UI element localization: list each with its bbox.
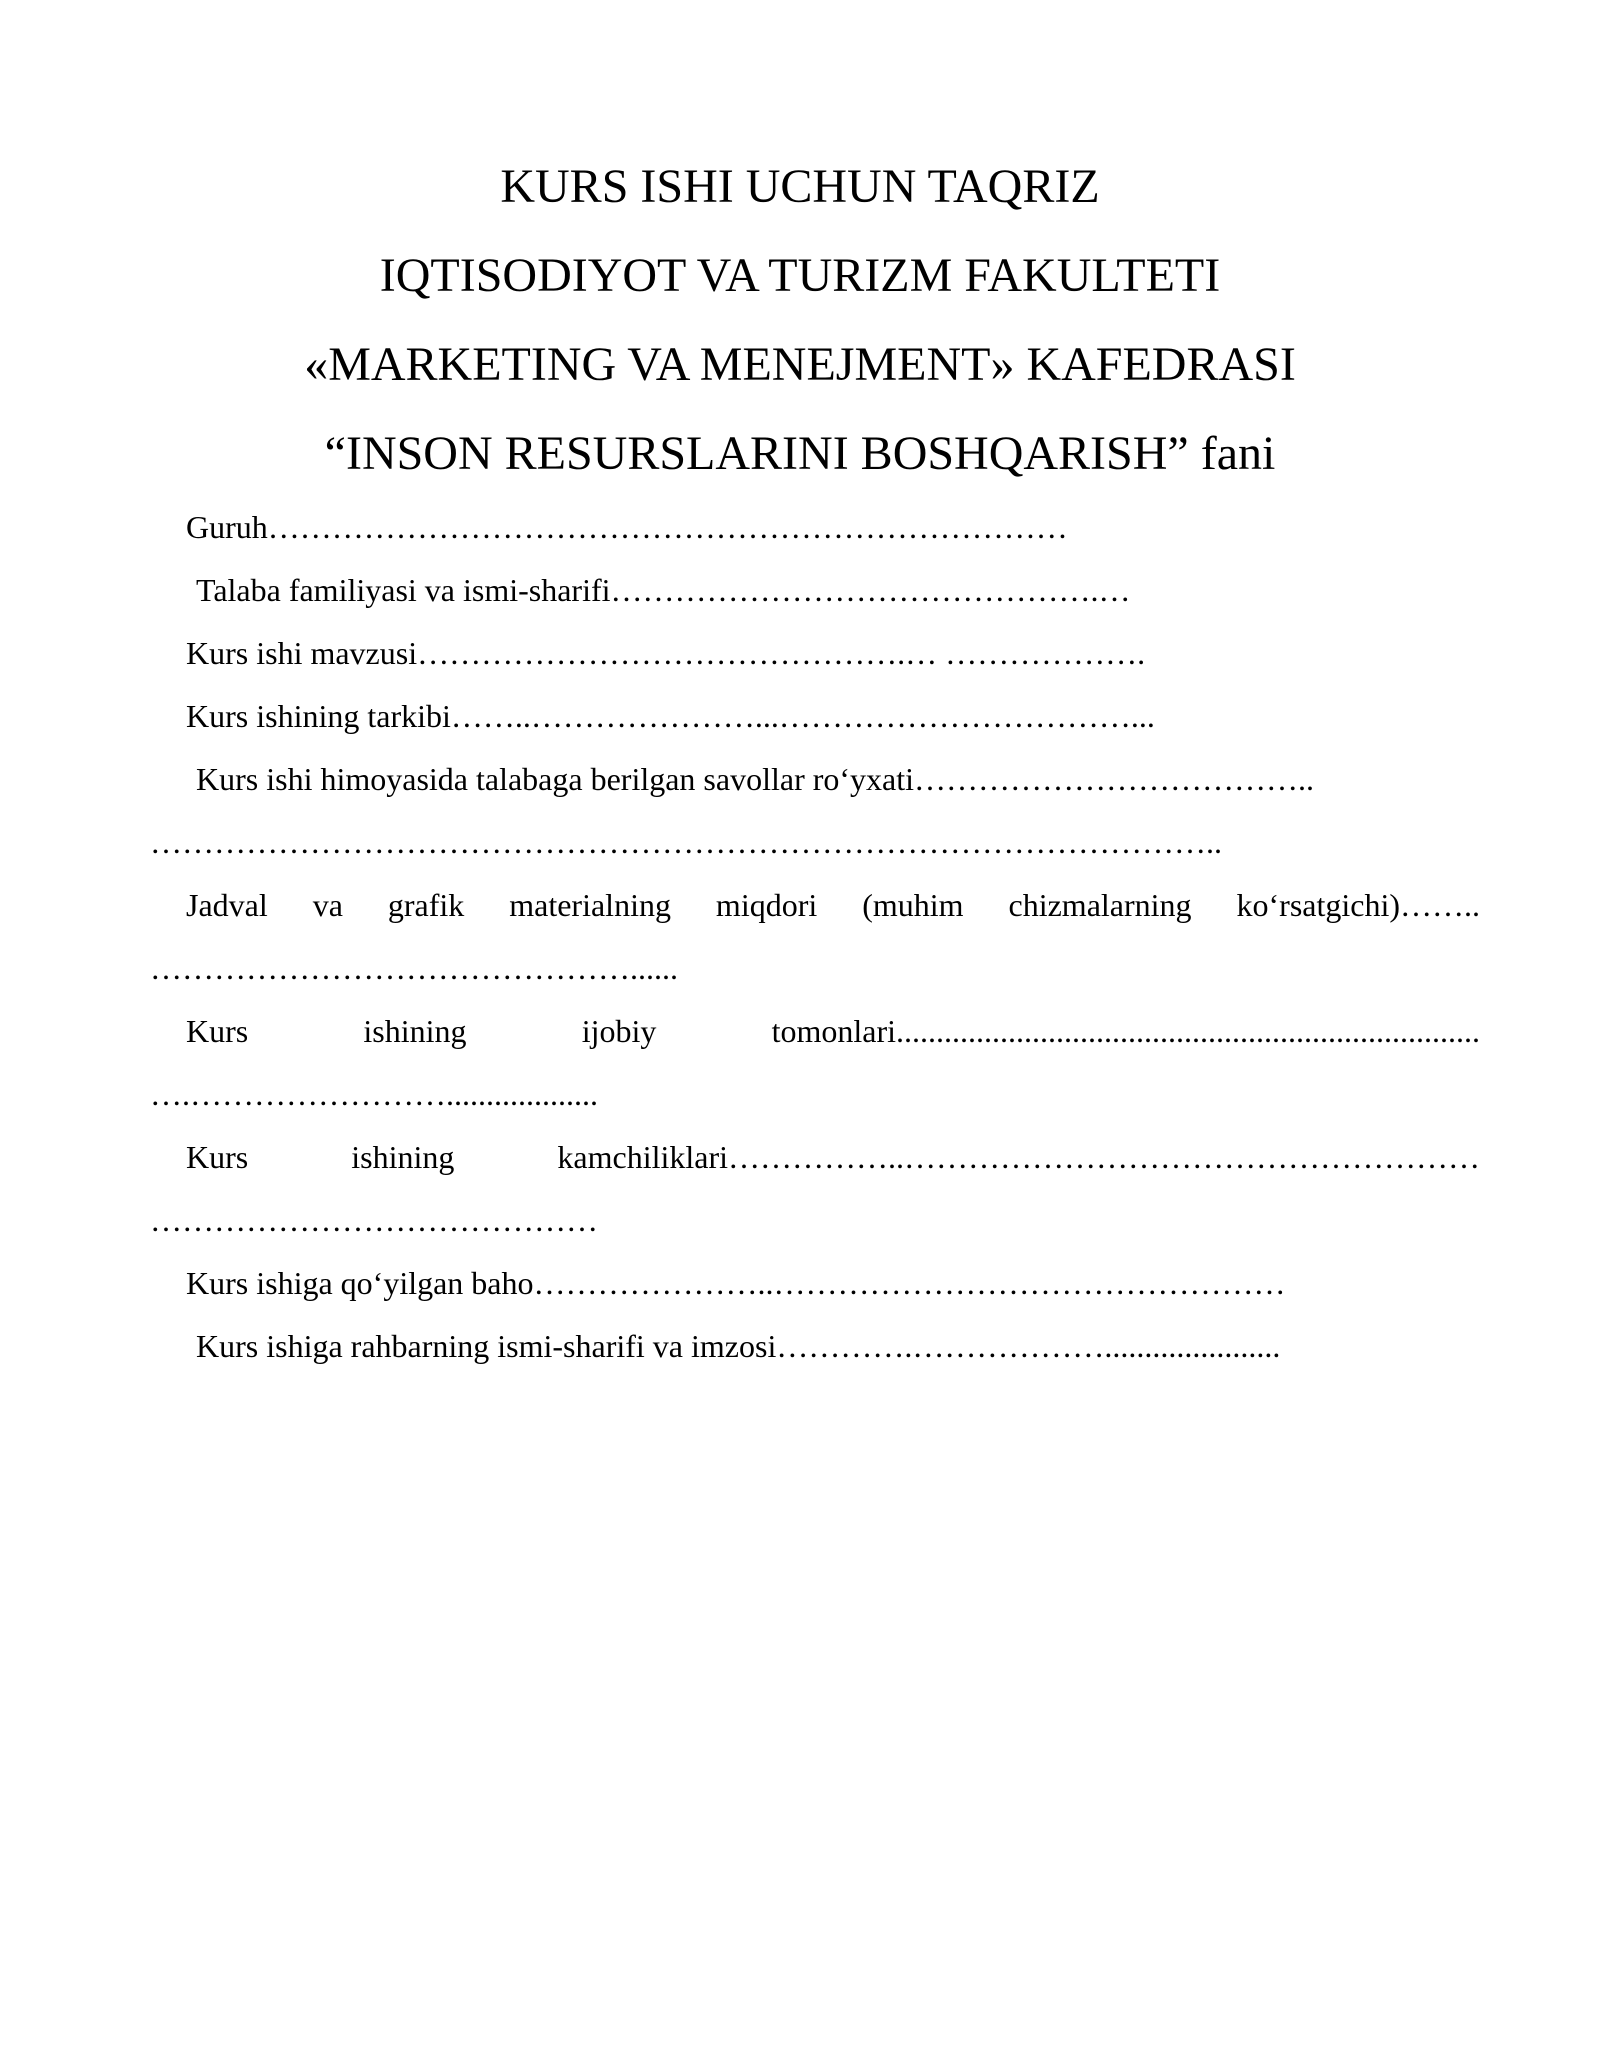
structure-field: Kurs ishining tarkibi……..…………………...……………………………... <box>186 698 1155 734</box>
student-name-field: Talaba familiyasi va ismi-sharifi……………………………………….… <box>196 572 1131 608</box>
tables-graphics-field: Jadval va grafik materialning miqdori (muhim chizmalarning ko‘rsatgichi)…….. <box>186 887 1480 923</box>
questions-field: Kurs ishi himoyasida talabaga berilgan savollar ro‘yxati……………………………….. <box>196 761 1315 797</box>
strengths-field-continuation: ….……………………................... <box>150 1076 598 1112</box>
topic-field: Kurs ishi mavzusi……………………………………….… ………………. <box>186 635 1146 671</box>
document-title: KURS ISHI UCHUN TAQRIZ <box>500 160 1100 213</box>
strengths-field: Kurs ishining ijobiy tomonlari......................................................................... <box>186 1013 1480 1049</box>
document-header <box>0 142 1600 498</box>
grade-field: Kurs ishiga qo‘yilgan baho…………………..………………………………………… <box>186 1265 1286 1301</box>
weaknesses-field-continuation: …………………………………… <box>150 1202 598 1238</box>
questions-field-continuation: ……………………………………………………………………………………….. <box>150 824 1222 860</box>
subject-name: “INSON RESURSLARINI BOSHQARISH” fani <box>324 427 1276 480</box>
tables-graphics-field-continuation: ………………………………………...... <box>150 950 678 986</box>
weaknesses-field: Kurs ishining kamchiliklari……………..……………………………………………… <box>186 1139 1480 1175</box>
supervisor-signature-field: Kurs ishiga rahbarning ismi-sharifi va imzosi………….………………...................... <box>196 1328 1281 1364</box>
faculty-name: IQTISODIYOT VA TURIZM FAKULTETI <box>379 249 1221 302</box>
group-field: Guruh………………………………………………………………… <box>186 509 1068 545</box>
review-form <box>150 496 1480 1378</box>
department-name: «MARKETING VA MENEJMENT» KAFEDRASI <box>304 338 1296 391</box>
